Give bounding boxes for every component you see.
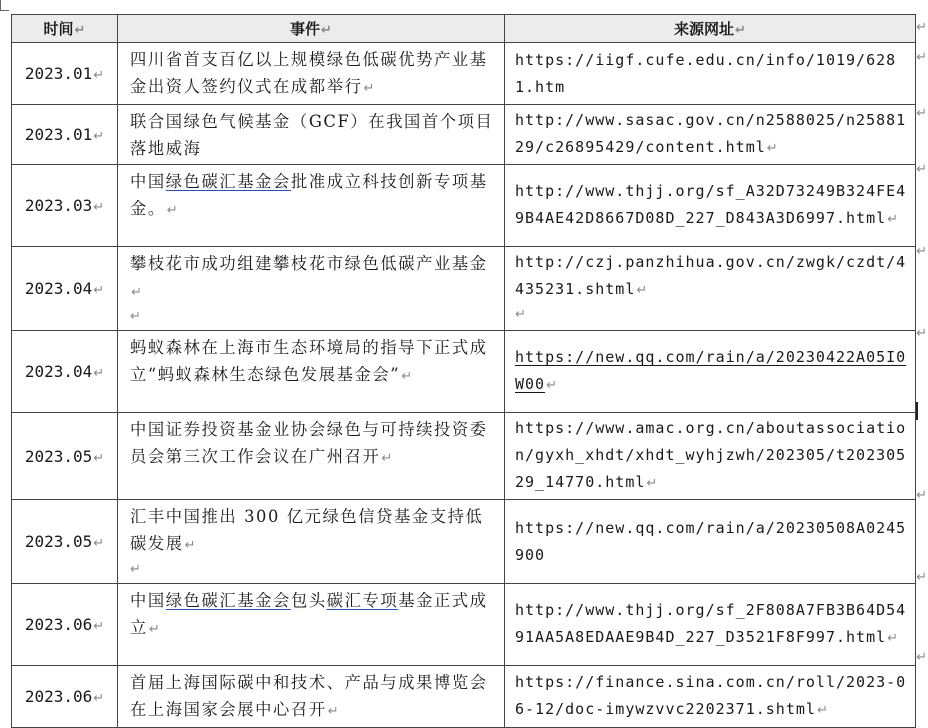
- row-end-mark: ↵: [916, 162, 927, 177]
- event-cell: 中国证券投资基金业协会绿色与可持续投资委员会第三次工作会议在广州召开↵: [118, 413, 505, 500]
- row-end-mark: ↵: [916, 106, 927, 121]
- url-cell[interactable]: https://new.qq.com/rain/a/20230422A05I0W00↵: [505, 331, 916, 413]
- url-cell[interactable]: https://new.qq.com/rain/a/20230508A0245900: [505, 500, 916, 584]
- table-row: [12, 43, 916, 105]
- date-cell: 2023.05↵: [12, 500, 118, 584]
- table-row: [12, 105, 916, 165]
- url-cell[interactable]: http://czj.panzhihua.gov.cn/zwgk/czdt/4435231.shtml↵ ↵: [505, 247, 916, 331]
- row-end-mark: ↵: [916, 570, 927, 585]
- date-cell: 2023.04↵: [12, 247, 118, 331]
- table-row: [12, 413, 916, 500]
- table-row: [12, 165, 916, 247]
- table-row: [12, 584, 916, 666]
- table-row: [12, 666, 916, 728]
- row-end-mark: ↵: [916, 244, 927, 259]
- date-cell: 2023.01↵: [12, 105, 118, 165]
- url-cell[interactable]: http://www.thjj.org/sf_A32D73249B324FE49B4AE42D8667D08D_227_D843A3D6997.html↵: [505, 165, 916, 247]
- row-end-mark: ↵: [916, 488, 927, 503]
- header-time: 时间↵: [12, 15, 118, 43]
- event-cell: 中国绿色碳汇基金会批准成立科技创新专项基金。↵: [118, 165, 505, 247]
- row-end-mark: ↵: [916, 50, 927, 65]
- table-header-row: [12, 15, 916, 43]
- date-cell: 2023.03↵: [12, 165, 118, 247]
- url-hyperlink[interactable]: https://new.qq.com/rain/a/20230422A05I0W00: [515, 348, 907, 393]
- event-cell: 攀枝花市成功组建攀枝花市绿色低碳产业基金↵ ↵: [118, 247, 505, 331]
- org-name-link[interactable]: 绿色碳汇基金会: [165, 591, 291, 610]
- table-row: [12, 247, 916, 331]
- event-cell: 首届上海国际碳中和技术、产品与成果博览会在上海国家会展中心召开↵: [118, 666, 505, 728]
- date-cell: 2023.06↵: [12, 584, 118, 666]
- row-end-mark: ↵: [916, 326, 927, 341]
- row-end-mark: ↵: [916, 20, 927, 35]
- date-cell: 2023.06↵: [12, 666, 118, 728]
- event-cell: 蚂蚁森林在上海市生态环境局的指导下正式成立“蚂蚁森林生态绿色发展基金会”↵: [118, 331, 505, 413]
- event-cell: 联合国绿色气候基金（GCF）在我国首个项目落地威海: [118, 105, 505, 165]
- table-row: [12, 500, 916, 584]
- header-event: 事件↵: [118, 15, 505, 43]
- url-cell[interactable]: http://www.sasac.gov.cn/n2588025/n2588129/c26895429/content.html↵: [505, 105, 916, 165]
- header-source: 来源网址↵: [505, 15, 916, 43]
- table-row: [12, 331, 916, 413]
- org-name-link[interactable]: 绿色碳汇基金会: [165, 172, 291, 191]
- date-cell: 2023.04↵: [12, 331, 118, 413]
- org-name-link[interactable]: 碳汇专项: [326, 591, 399, 610]
- event-cell: 四川省首支百亿以上规模绿色低碳优势产业基金出资人签约仪式在成都举行↵: [118, 43, 505, 105]
- date-cell: 2023.01↵: [12, 43, 118, 105]
- url-cell[interactable]: https://www.amac.org.cn/aboutassociation/gyxh_xhdt/xhdt_wyhjzwh/202305/t20230529_14770.html↵: [505, 413, 916, 500]
- text-cursor: [916, 402, 918, 420]
- url-cell[interactable]: http://www.thjj.org/sf_2F808A7FB3B64D5491AA5A8EDAAE9B4D_227_D3521F8F997.html↵: [505, 584, 916, 666]
- event-cell: 中国绿色碳汇基金会包头碳汇专项基金正式成立↵: [118, 584, 505, 666]
- events-table: [11, 14, 916, 728]
- url-cell[interactable]: https://iigf.cufe.edu.cn/info/1019/6281.htm: [505, 43, 916, 105]
- row-end-mark: ↵: [916, 650, 927, 665]
- url-cell[interactable]: https://finance.sina.com.cn/roll/2023-06-12/doc-imywzvvc2202371.shtml↵: [505, 666, 916, 728]
- page-corner-mark: [0, 0, 9, 11]
- event-cell: 汇丰中国推出 300 亿元绿色信贷基金支持低碳发展↵ ↵: [118, 500, 505, 584]
- date-cell: 2023.05↵: [12, 413, 118, 500]
